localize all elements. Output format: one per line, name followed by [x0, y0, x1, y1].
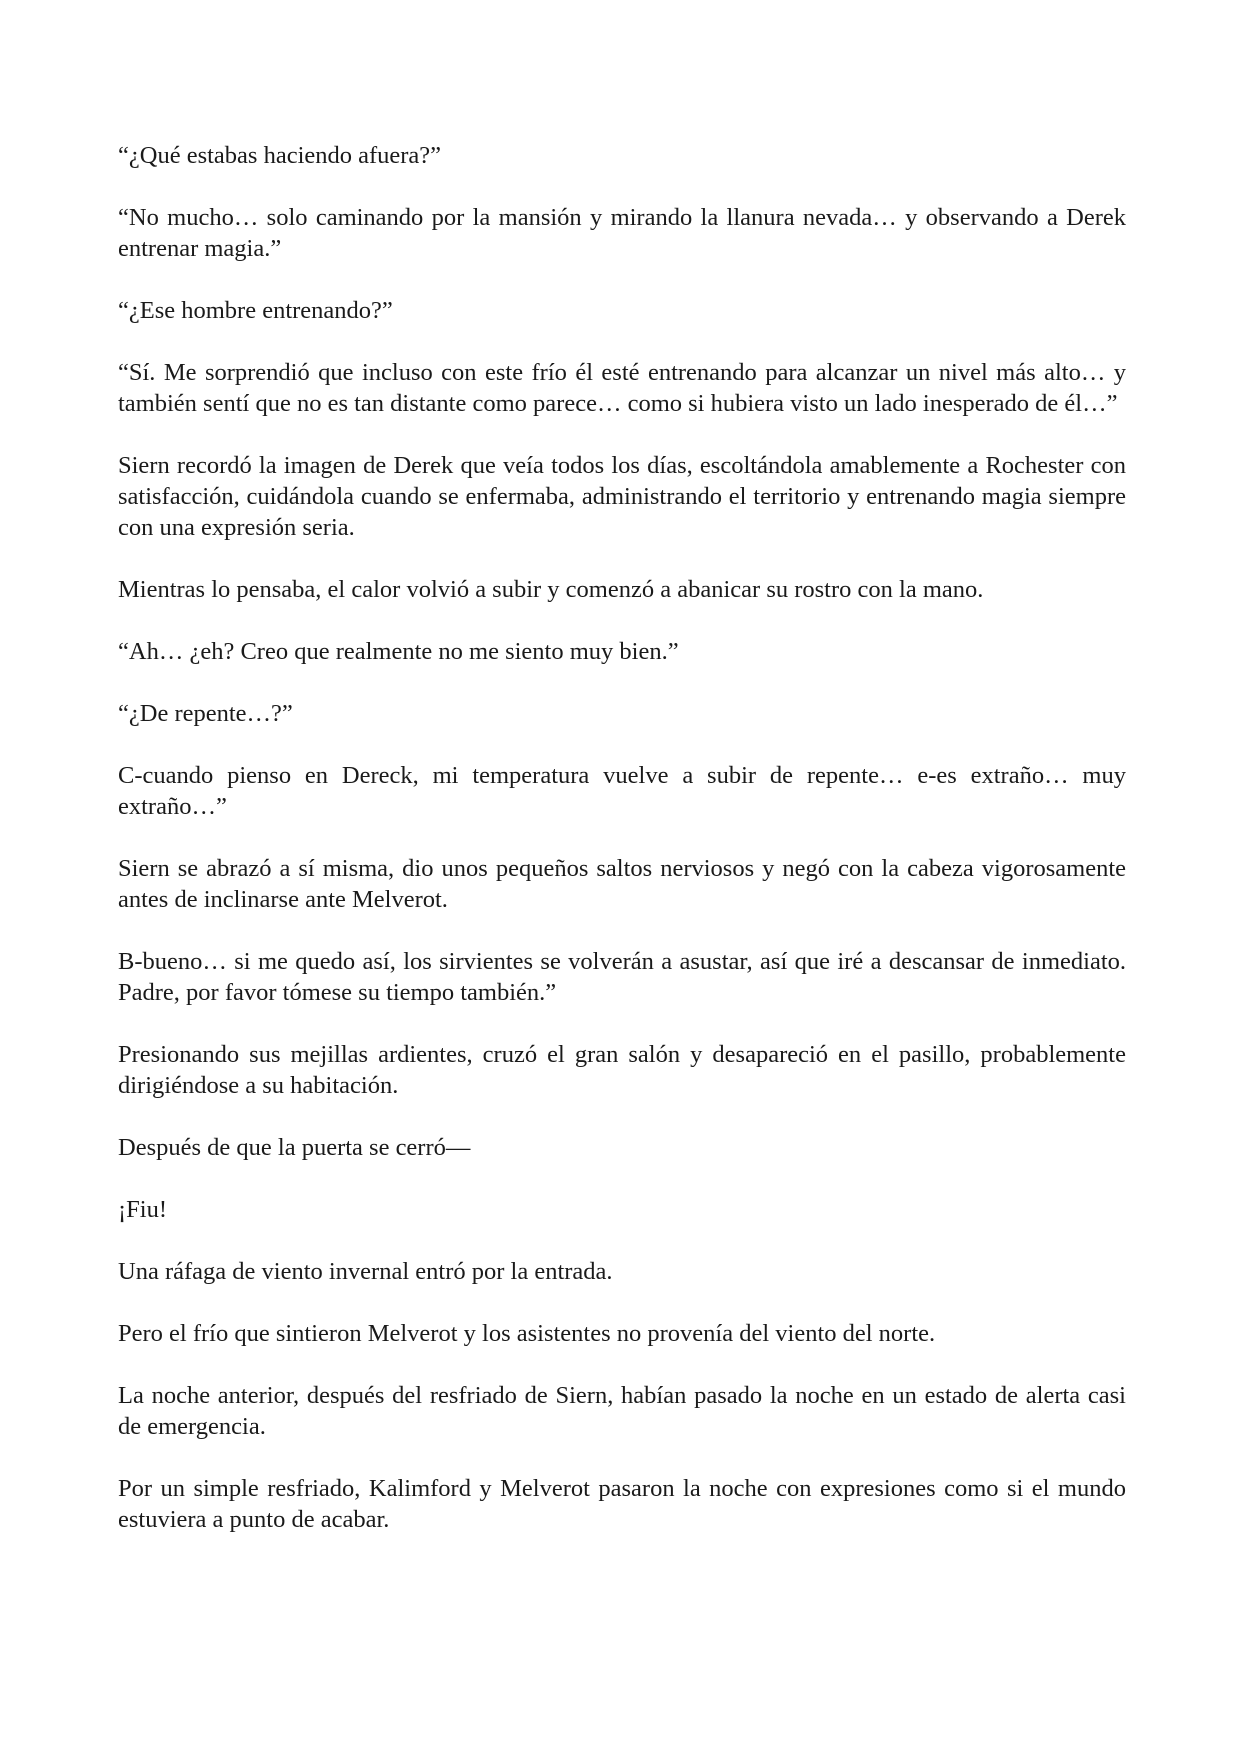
paragraph: B-bueno… si me quedo así, los sirvientes se volverán a asustar, así que iré a descansar de inmediato. Padre, por favor tómese su tiempo también.” — [118, 948, 1126, 1006]
paragraph: “No mucho… solo caminando por la mansión y mirando la llanura nevada… y observando a Derek entrenar magia.” — [118, 204, 1126, 262]
paragraph: Siern se abrazó a sí misma, dio unos pequeños saltos nerviosos y negó con la cabeza vigorosamente antes de inclinarse ante Melverot. — [118, 855, 1126, 913]
paragraph: Una ráfaga de viento invernal entró por la entrada. — [118, 1258, 613, 1285]
paragraph: ¡Fiu! — [118, 1196, 167, 1223]
paragraph: La noche anterior, después del resfriado de Siern, habían pasado la noche en un estado de alerta casi de emergencia. — [118, 1382, 1126, 1440]
paragraph: “¿Qué estabas haciendo afuera?” — [118, 142, 442, 169]
paragraph: “¿Ese hombre entrenando?” — [118, 297, 393, 324]
paragraph: Por un simple resfriado, Kalimford y Melverot pasaron la noche con expresiones como si el mundo estuviera a punto de acabar. — [118, 1475, 1126, 1533]
paragraph: Siern recordó la imagen de Derek que veía todos los días, escoltándola amablemente a Rochester con satisfacción, cuidándola cuando se enfermaba, administrando el territorio y entrenando magia siempre con una expresión seria. — [118, 452, 1126, 541]
paragraph: Mientras lo pensaba, el calor volvió a subir y comenzó a abanicar su rostro con la mano. — [118, 576, 984, 603]
paragraph: C-cuando pienso en Dereck, mi temperatura vuelve a subir de repente… e-es extraño… muy extraño…” — [118, 762, 1126, 820]
paragraph: Presionando sus mejillas ardientes, cruzó el gran salón y desapareció en el pasillo, probablemente dirigiéndose a su habitación. — [118, 1041, 1126, 1099]
paragraph: Después de que la puerta se cerró— — [118, 1134, 471, 1161]
paragraph: “¿De repente…?” — [118, 700, 293, 727]
document-body — [118, 140, 1126, 1566]
paragraph: Pero el frío que sintieron Melverot y los asistentes no provenía del viento del norte. — [118, 1320, 936, 1347]
paragraph: “Ah… ¿eh? Creo que realmente no me siento muy bien.” — [118, 638, 679, 665]
paragraph: “Sí. Me sorprendió que incluso con este frío él esté entrenando para alcanzar un nivel más alto… y también sentí que no es tan distante como parece… como si hubiera visto un lado inesperado de él…” — [118, 359, 1126, 417]
